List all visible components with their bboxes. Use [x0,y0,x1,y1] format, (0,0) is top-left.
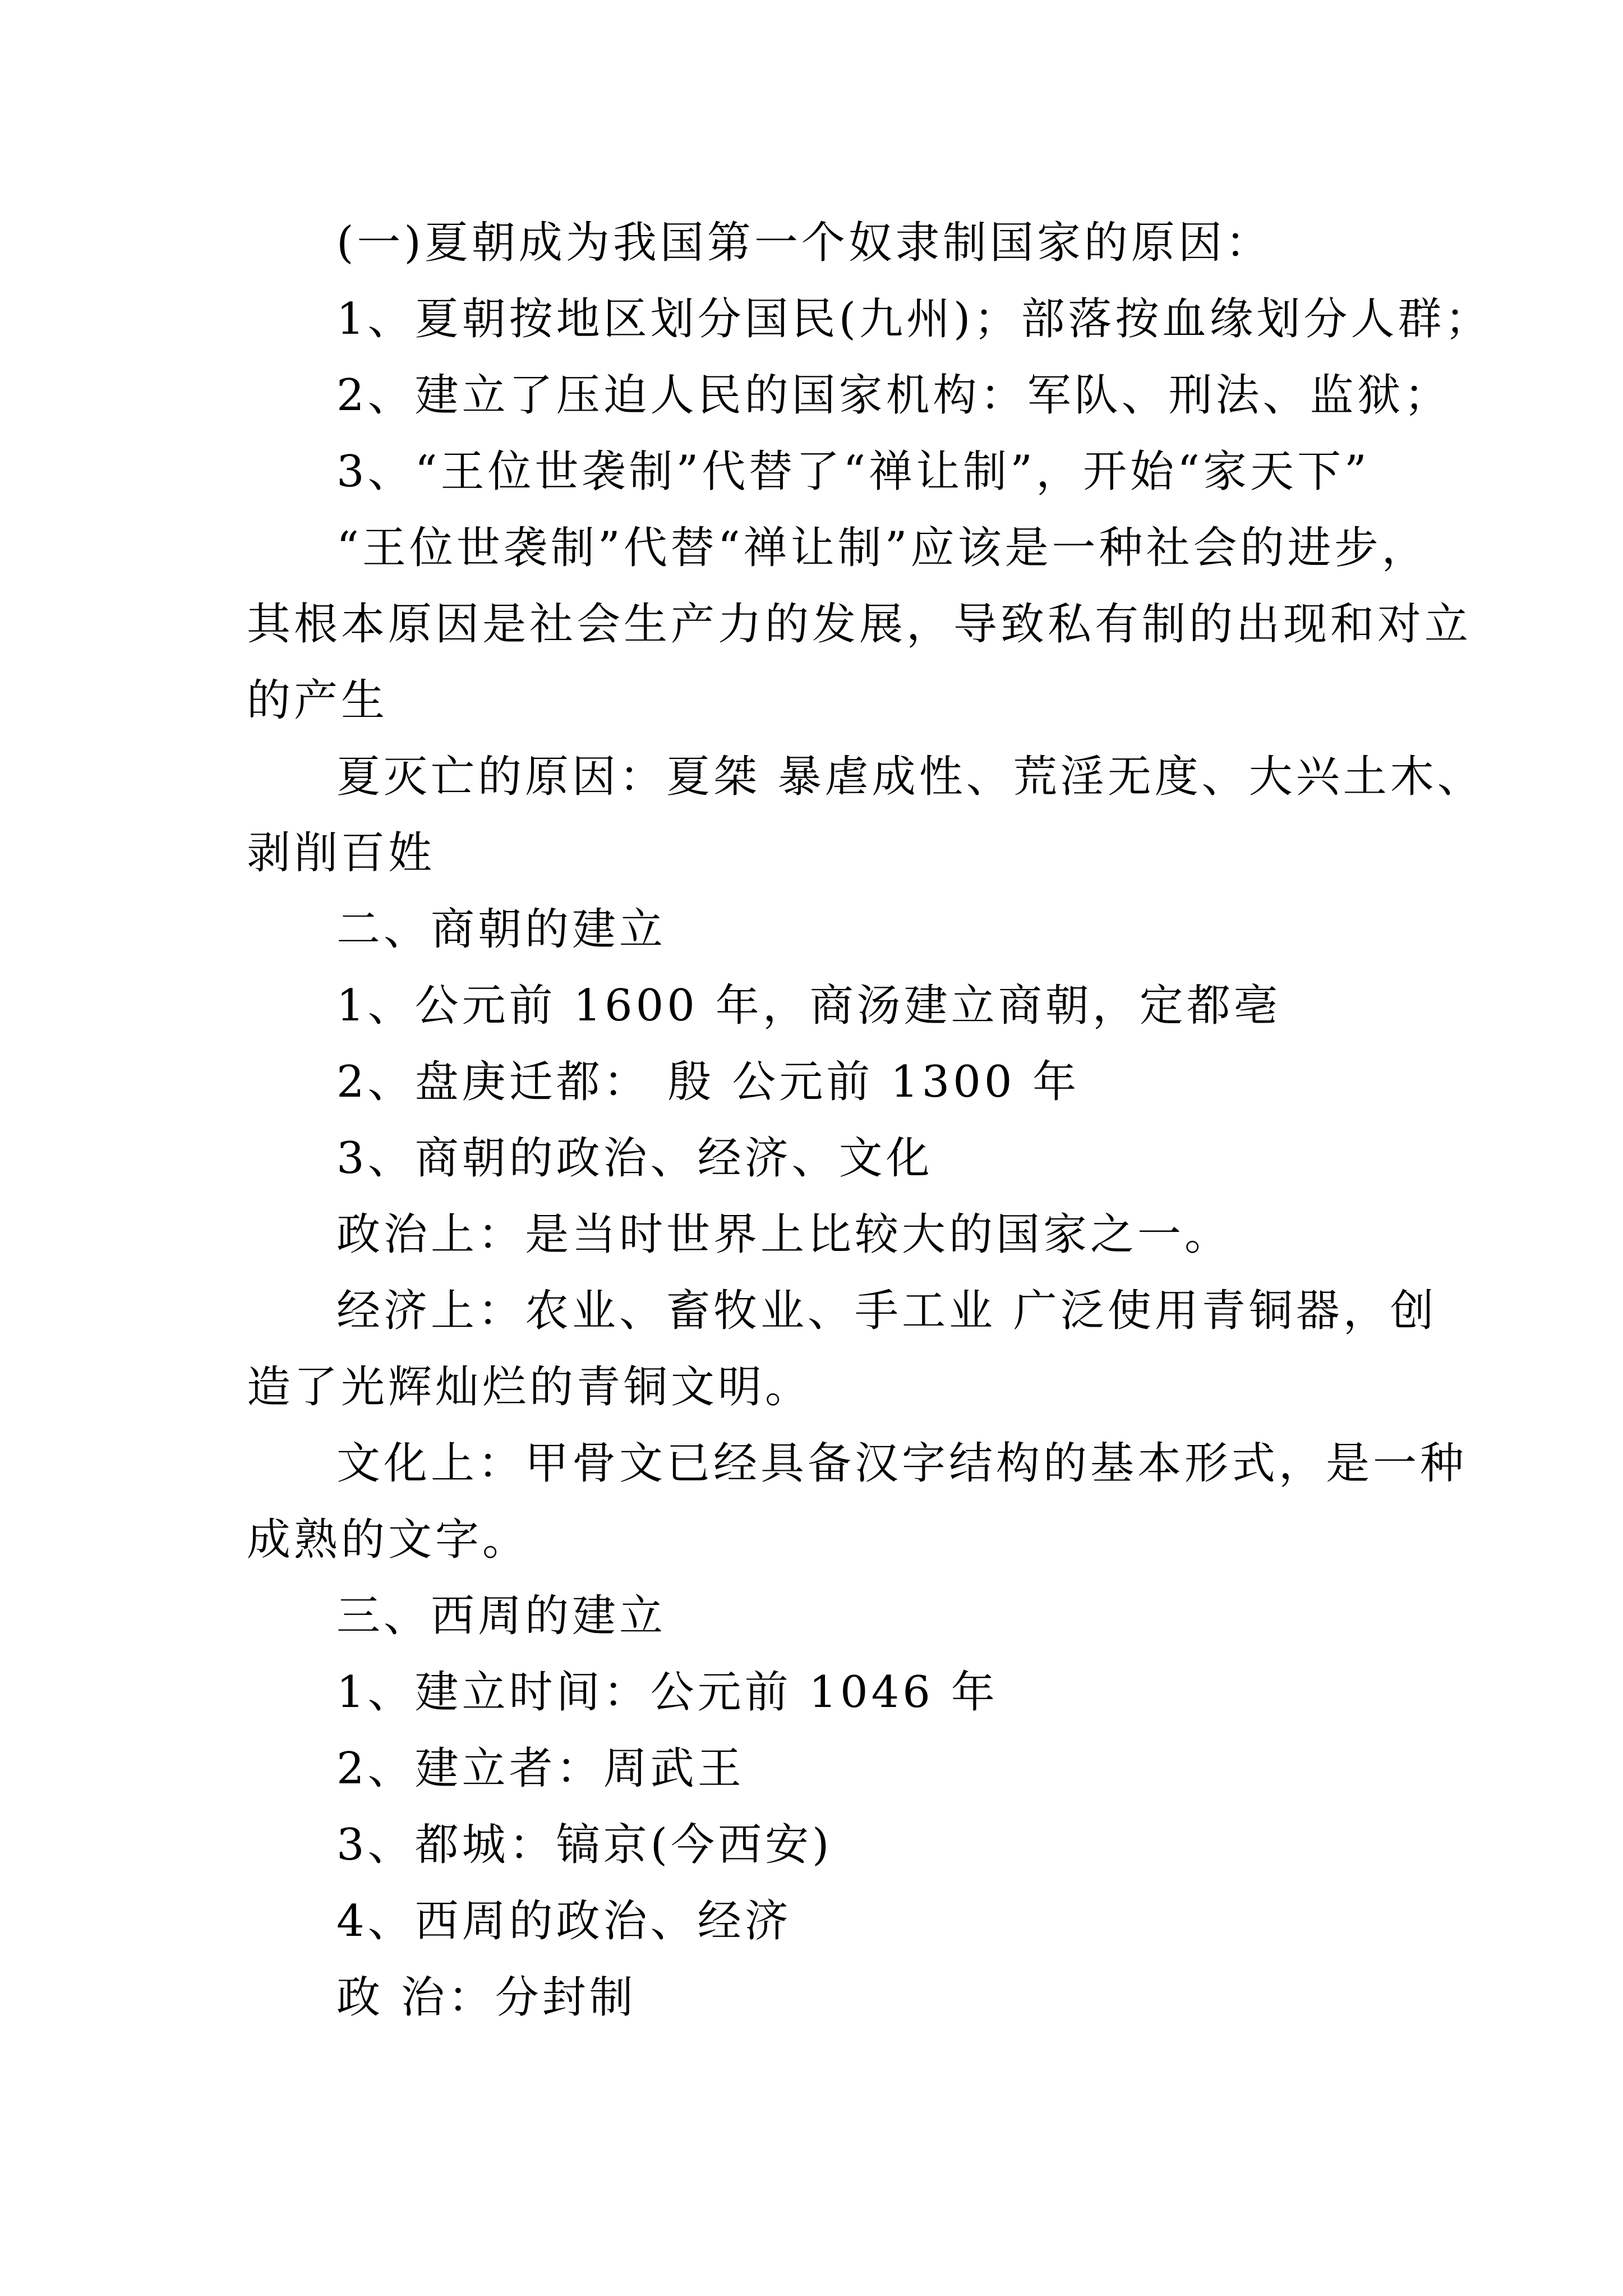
text-line: 3、都城：镐京(今西安) [336,1820,833,1870]
section-heading: 二、商朝的建立 [336,904,667,955]
section-heading: 三、西周的建立 [336,1591,667,1641]
text-line: 2、盘庚迁都： 殷 公元前 1300 年 [336,1057,1080,1107]
text-line: 4、西周的政治、经济 [336,1896,792,1947]
text-line: 1、公元前 1600 年，商汤建立商朝，定都亳 [336,981,1281,1031]
text-line: 2、建立者：周武王 [336,1743,745,1794]
text-line: 造了光辉灿烂的青铜文明。 [247,1362,813,1412]
text-line: 剥削百姓 [247,828,436,878]
text-line: 3、“王位世袭制”代替了“禅让制”，开始“家天下” [336,447,1370,497]
text-line: 的产生 [247,675,389,726]
text-line: (一)夏朝成为我国第一个奴隶制国家的原因： [336,218,1272,268]
text-line: 成熟的文字。 [247,1515,530,1565]
text-line: 文化上：甲骨文已经具备汉字结构的基本形式，是一种 [336,1438,1468,1489]
text-line: 政治上：是当时世界上比较大的国家之一。 [336,1209,1232,1260]
text-line: 1、建立时间：公元前 1046 年 [336,1667,998,1718]
text-line: “王位世袭制”代替“禅让制”应该是一种社会的进步， [336,523,1429,573]
text-line: 1、夏朝按地区划分国民(九州)；部落按血缘划分人群； [336,294,1492,344]
text-line: 其根本原因是社会生产力的发展，导致私有制的出现和对立 [247,599,1472,650]
text-line: 夏灭亡的原因：夏桀 暴虐成性、荒淫无度、大兴土木、 [336,752,1484,802]
text-line: 政 治：分封制 [336,1972,637,2023]
text-line: 2、建立了压迫人民的国家机构：军队、刑法、监狱； [336,370,1451,421]
text-line: 经济上：农业、畜牧业、手工业 广泛使用青铜器，创 [336,1286,1437,1336]
text-line: 3、商朝的政治、经济、文化 [336,1133,933,1184]
